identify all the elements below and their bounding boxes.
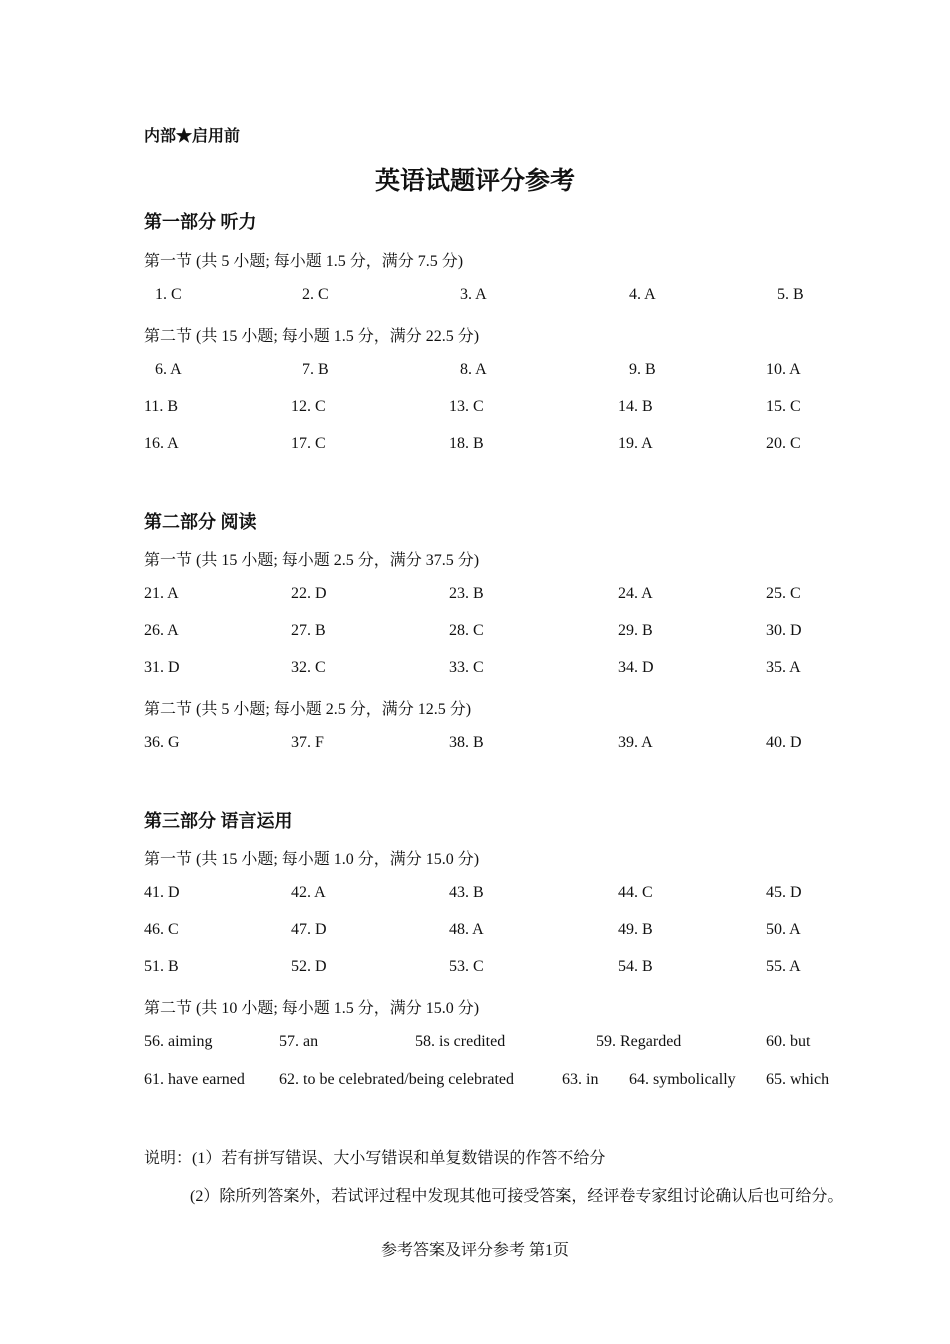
answer-item: 16. A bbox=[144, 435, 179, 452]
answer-item: 22. D bbox=[291, 585, 327, 602]
part2-section2-label: 第二节 (共 5 小题; 每小题 2.5 分，满分 12.5 分) bbox=[144, 701, 472, 718]
answer-item: 48. A bbox=[449, 921, 484, 938]
answer-item: 55. A bbox=[766, 958, 801, 975]
answer-item: 45. D bbox=[766, 884, 802, 901]
answer-item: 56. aiming bbox=[144, 1033, 213, 1050]
answer-item: 9. B bbox=[629, 361, 656, 378]
part1-heading: 第一部分 听力 bbox=[144, 212, 257, 232]
answer-item: 62. to be celebrated/being celebrated bbox=[279, 1071, 514, 1088]
answer-item: 53. C bbox=[449, 958, 484, 975]
answer-item: 12. C bbox=[291, 398, 326, 415]
answer-item: 29. B bbox=[618, 622, 653, 639]
page-title: 英语试题评分参考 bbox=[374, 168, 575, 195]
answer-item: 46. C bbox=[144, 921, 179, 938]
answer-item: 59. Regarded bbox=[596, 1033, 682, 1050]
answer-item: 25. C bbox=[766, 585, 801, 602]
answer-item: 43. B bbox=[449, 884, 484, 901]
answer-item: 39. A bbox=[618, 734, 653, 751]
answer-item: 15. C bbox=[766, 398, 801, 415]
answer-item: 3. A bbox=[460, 286, 487, 303]
answer-item: 42. A bbox=[291, 884, 326, 901]
answer-item: 58. is credited bbox=[415, 1033, 506, 1050]
answer-item: 60. but bbox=[766, 1033, 811, 1050]
answer-item: 7. B bbox=[302, 361, 329, 378]
answer-item: 10. A bbox=[766, 361, 801, 378]
answer-item: 64. symbolically bbox=[629, 1071, 736, 1088]
note-line-1: 说明：(1）若有拼写错误、大小写错误和单复数错误的作答不给分 bbox=[144, 1150, 606, 1167]
part1-section1-label: 第一节 (共 5 小题; 每小题 1.5 分，满分 7.5 分) bbox=[144, 253, 464, 270]
answer-item: 47. D bbox=[291, 921, 327, 938]
answer-item: 37. F bbox=[291, 734, 324, 751]
answer-item: 14. B bbox=[618, 398, 653, 415]
answer-item: 61. have earned bbox=[144, 1071, 245, 1088]
answer-item: 21. A bbox=[144, 585, 179, 602]
answer-item: 49. B bbox=[618, 921, 653, 938]
answer-item: 2. C bbox=[302, 286, 329, 303]
answer-item: 5. B bbox=[777, 286, 804, 303]
answer-item: 19. A bbox=[618, 435, 653, 452]
answer-item: 40. D bbox=[766, 734, 802, 751]
part3-section1-label: 第一节 (共 15 小题; 每小题 1.0 分，满分 15.0 分) bbox=[144, 851, 480, 868]
part3-section2-label: 第二节 (共 10 小题; 每小题 1.5 分，满分 15.0 分) bbox=[144, 1000, 480, 1017]
confidential-tag: 内部★启用前 bbox=[144, 128, 241, 145]
answer-item: 26. A bbox=[144, 622, 179, 639]
answer-item: 17. C bbox=[291, 435, 326, 452]
page-footer: 参考答案及评分参考 第1页 bbox=[380, 1242, 569, 1259]
answer-item: 6. A bbox=[155, 361, 182, 378]
answer-item: 35. A bbox=[766, 659, 801, 676]
answer-item: 38. B bbox=[449, 734, 484, 751]
answer-item: 52. D bbox=[291, 958, 327, 975]
answer-item: 1. C bbox=[155, 286, 182, 303]
answer-item: 36. G bbox=[144, 734, 180, 751]
answer-item: 34. D bbox=[618, 659, 654, 676]
answer-item: 23. B bbox=[449, 585, 484, 602]
part3-heading: 第三部分 语言运用 bbox=[144, 811, 293, 831]
answer-item: 20. C bbox=[766, 435, 801, 452]
part1-section2-label: 第二节 (共 15 小题; 每小题 1.5 分，满分 22.5 分) bbox=[144, 328, 480, 345]
note-line-2: (2）除所列答案外，若试评过程中发现其他可接受答案，经评卷专家组讨论确认后也可给分。 bbox=[190, 1188, 844, 1205]
answer-item: 65. which bbox=[766, 1071, 830, 1088]
answer-item: 51. B bbox=[144, 958, 179, 975]
part2-heading: 第二部分 阅读 bbox=[144, 512, 257, 532]
answer-item: 13. C bbox=[449, 398, 484, 415]
answer-item: 8. A bbox=[460, 361, 487, 378]
answer-item: 63. in bbox=[562, 1071, 599, 1088]
answer-item: 24. A bbox=[618, 585, 653, 602]
answer-item: 41. D bbox=[144, 884, 180, 901]
answer-item: 4. A bbox=[629, 286, 656, 303]
answer-item: 30. D bbox=[766, 622, 802, 639]
answer-item: 33. C bbox=[449, 659, 484, 676]
answer-item: 57. an bbox=[279, 1033, 319, 1050]
answer-item: 31. D bbox=[144, 659, 180, 676]
answer-item: 28. C bbox=[449, 622, 484, 639]
answer-item: 32. C bbox=[291, 659, 326, 676]
answer-item: 18. B bbox=[449, 435, 484, 452]
answer-item: 27. B bbox=[291, 622, 326, 639]
answer-item: 54. B bbox=[618, 958, 653, 975]
answer-item: 50. A bbox=[766, 921, 801, 938]
answer-item: 44. C bbox=[618, 884, 653, 901]
part2-section1-label: 第一节 (共 15 小题; 每小题 2.5 分，满分 37.5 分) bbox=[144, 552, 480, 569]
answer-item: 11. B bbox=[144, 398, 179, 415]
